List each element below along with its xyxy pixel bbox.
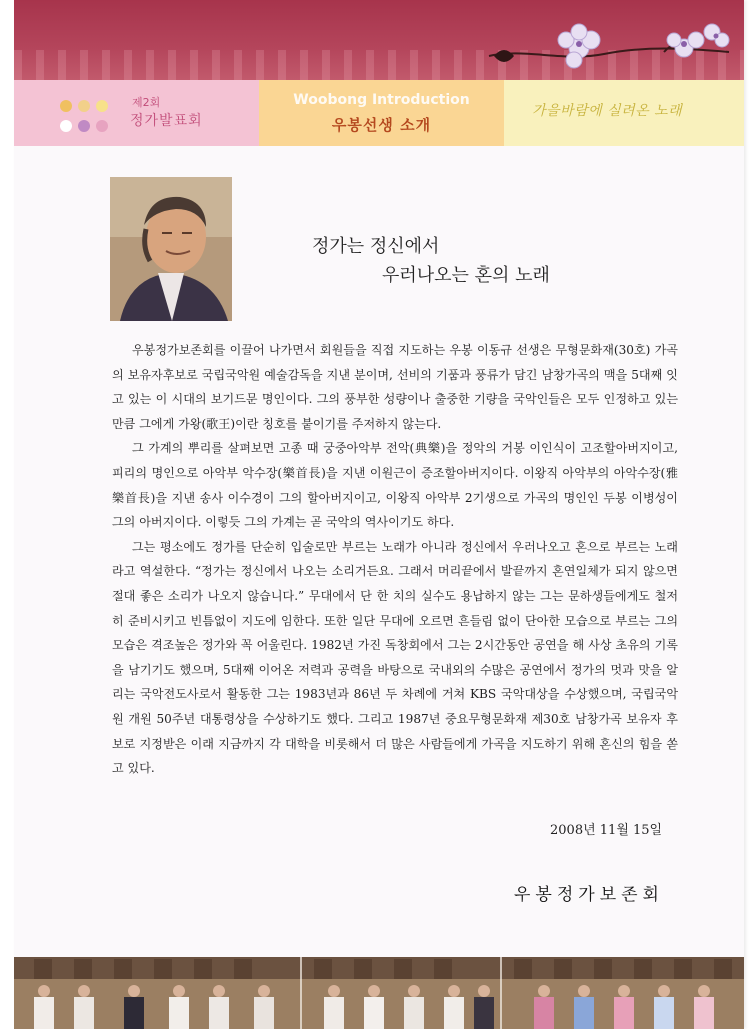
dot-5 xyxy=(78,120,90,132)
flower-ornament-icon xyxy=(484,18,734,78)
dot-2 xyxy=(78,100,90,112)
organization-name: 우봉정가보존회 xyxy=(514,885,664,905)
portrait-photo xyxy=(110,177,232,321)
decorative-dots xyxy=(60,96,124,136)
article-title-line2: 우러나오는 혼의 노래 xyxy=(382,265,550,286)
dot-1 xyxy=(60,100,72,112)
intro-title-korean: 우봉선생 소개 xyxy=(331,116,432,134)
article-title-line1: 정가는 정신에서 xyxy=(312,236,440,257)
paragraph-1: 우봉정가보존회를 이끌어 나가면서 회원들을 직접 지도하는 우봉 이동규 선생은 무형문화재(30호) 가곡의 보유자후보로 국립국악원 예술감독을 지낸 분이며, 선비의 기품과 풍류가 담긴 남창가곡의 맥을 5대째 잇고 있는 이 시대의 보기드문 명인이다. 그의 풍부한 성량이나 출중한 기량을 국악인들은 모두 인정하고 있는만큼 그에게 가왕(歌王)이란 칭호를 붙이기를 주저하지 않는다. xyxy=(112,343,678,431)
program-subtitle: 가을바람에 실려온 노래 xyxy=(532,103,683,119)
paragraph-2: 그 가계의 뿌리를 살펴보면 고종 때 궁중아악부 전악(典樂)을 정악의 거봉 이인식이 고조할아버지이고, 피리의 명인으로 아악부 악수장(樂首長)을 지낸 이원근이 증조할아버지이다. 이왕직 아악부의 아악수장(雅樂首長)을 지낸 송사 이수경이 그의 할아버지이고, 이왕직 아악부 2기생으로 가곡의 명인인 두봉 이병성이 그의 아버지이다. 이렇듯 그의 가계는 곧 국악의 역사이기도 하다. xyxy=(112,441,678,530)
header-concert-section xyxy=(14,80,259,146)
concert-title: 정가발표회 xyxy=(130,113,203,129)
intro-title-english: Woobong Introduction xyxy=(293,92,470,108)
article-body xyxy=(112,338,678,781)
dot-6 xyxy=(96,120,108,132)
header-subtitle-section xyxy=(504,80,744,146)
page xyxy=(14,0,744,1029)
top-banner xyxy=(14,0,744,80)
header-intro-section xyxy=(259,80,504,146)
performers-photo xyxy=(14,957,744,1029)
concert-number: 제2회 xyxy=(132,96,161,109)
portrait-image xyxy=(110,177,232,321)
article-date: 2008년 11월 15일 xyxy=(550,823,663,838)
performance-photo-strip xyxy=(14,957,744,1029)
header-strip xyxy=(14,80,744,146)
dot-4 xyxy=(60,120,72,132)
dot-3 xyxy=(96,100,108,112)
paragraph-3: 그는 평소에도 정가를 단순히 입술로만 부르는 노래가 아니라 정신에서 우러나오고 혼으로 부르는 노래라고 역설한다. “정가는 정신에서 나오는 소리거든요. 그래서 머리끝에서 발끝까지 혼연일체가 되지 않으면 절대 좋은 소리가 나오지 않습니다.” 무대에서 단 한 치의 실수도 용납하지 않는 그는 문하생들에게도 철저히 준비시키고 빈틈없이 지도에 임한다. 또한 일단 무대에 오르면 흔들림 없이 단아한 모습으로 부르는 그의 모습은 격조높은 정가와 꼭 어울린다. 1982년 가진 독창회에서 그는 2시간동안 공연을 해 사상 초유의 기록을 남기기도 했으며, 5대째 이어온 저력과 공력을 바탕으로 국내외의 수많은 공연에서 정가의 멋과 맛을 알리는 국악전도사로서 활동한 그는 1983년과 86년 두 차례에 거쳐 KBS 국악대상을 수상했으며, 국립국악원 개원 50주년 대통령상을 수상하기도 했다. 그리고 1987년 중요무형문화재 제30호 남창가곡 보유자 후보로 지정받은 이래 지금까지 각 대학을 비롯해서 더 많은 사람들에게 가곡을 지도하기 위해 혼신의 힘을 쏟고 있다. xyxy=(112,539,678,776)
